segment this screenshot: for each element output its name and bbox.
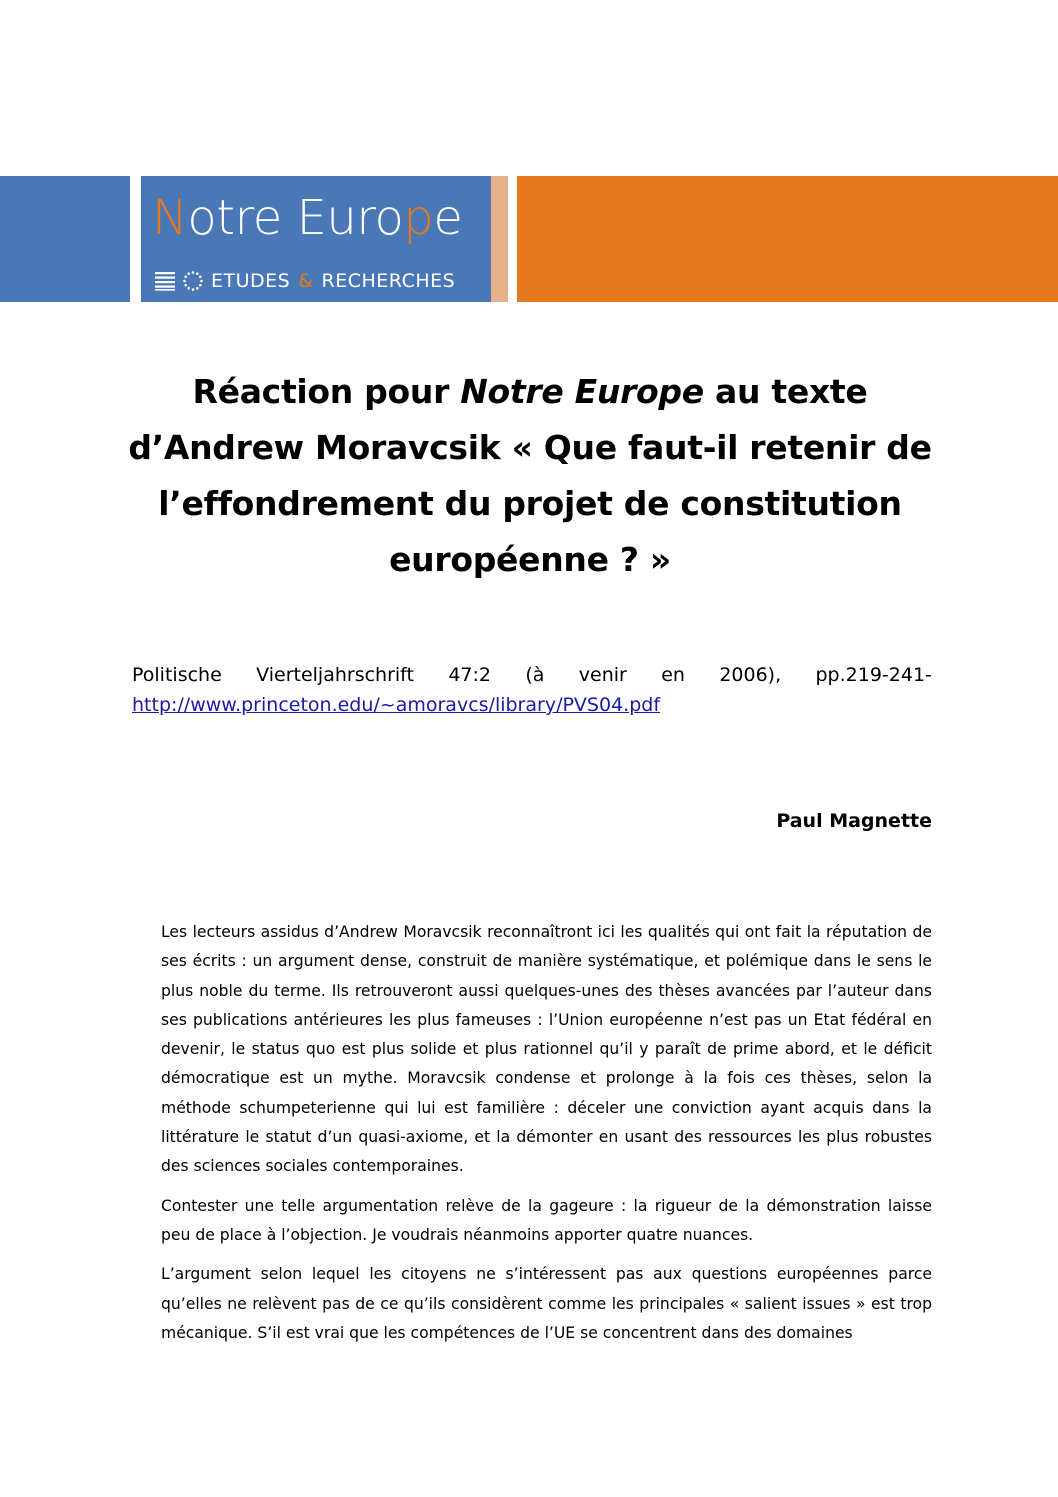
body-text (161, 918, 932, 1358)
banner-divider-strip (491, 176, 508, 302)
citation-word: Vierteljahrschrift (256, 664, 414, 686)
citation-word: 2006), (719, 664, 782, 686)
citation-word: venir (578, 664, 627, 686)
series-ampersand: & (298, 270, 314, 292)
paragraph: Contester une telle argumentation relève de la gageure : la rigueur de la démonstration laisse peu de place à l’objection. Je voudrais néanmoins apporter quatre nuances. (161, 1196, 932, 1244)
brand-end: e (433, 190, 463, 246)
brand-initial: N (152, 190, 188, 246)
citation-word: 47:2 (448, 664, 492, 686)
series-word-recherches: RECHERCHES (321, 270, 456, 292)
paragraph: L’argument selon lequel les citoyens ne s’intéressent pas aux questions européennes parce qu’elles ne relèvent pas de ce qu’ils considèrent comme les principales « salient issues » est trop mécanique. S’il est vrai que les compétences de l’UE se concentrent dans des domaines (161, 1265, 932, 1342)
title-prefix: Réaction pour (192, 372, 461, 411)
citation-word: Politische (132, 664, 222, 686)
banner-right-block (517, 176, 1058, 302)
document-lines-icon (155, 271, 175, 291)
eu-stars-icon (183, 271, 203, 291)
author-name: Paul Magnette (776, 810, 932, 832)
reference-link[interactable]: http://www.princeton.edu/~amoravcs/library/PVS04.pdf (132, 694, 661, 716)
series-label (155, 266, 455, 296)
brand-middle: otre Euro (187, 190, 404, 246)
reference-block (132, 660, 932, 720)
brand-accent-letter: p (403, 190, 434, 246)
banner-left-block (0, 176, 130, 302)
citation-word: en (661, 664, 685, 686)
citation-word: (à (525, 664, 545, 686)
document-title (110, 364, 950, 588)
title-italic: Notre Europe (460, 372, 704, 411)
citation-word: pp.219-241- (815, 664, 932, 686)
title-rest: au texte d’Andrew Moravcsik « Que faut-il retenir de l’effondrement du projet de constitution européenne ? » (128, 372, 932, 579)
paragraph: Les lecteurs assidus d’Andrew Moravcsik reconnaîtront ici les qualités qui ont fait la réputation de ses écrits : un argument dense, construit de manière systématique, et polémique dans le sens le plus noble du terme. Ils retrouveront aussi quelques-unes des thèses avancées par l’auteur dans ses publications antérieures les plus fameuses : l’Union européenne n’est pas un Etat fédéral en devenir, le status quo est plus solide et plus rationnel qu’il y paraît de prime abord, et le déficit démocratique est un mythe. Moravcsik condense et prolonge à la fois ces thèses, selon la méthode schumpeterienne qui lui est familière : déceler une conviction ayant acquis dans la littérature le statut d’un quasi-axiome, et la démonter en usant des ressources les plus robustes des sciences sociales contemporaines. (161, 923, 932, 1176)
reference-citation (132, 660, 932, 690)
brand-logo-text (152, 188, 492, 248)
series-word-etudes: ETUDES (211, 270, 291, 292)
